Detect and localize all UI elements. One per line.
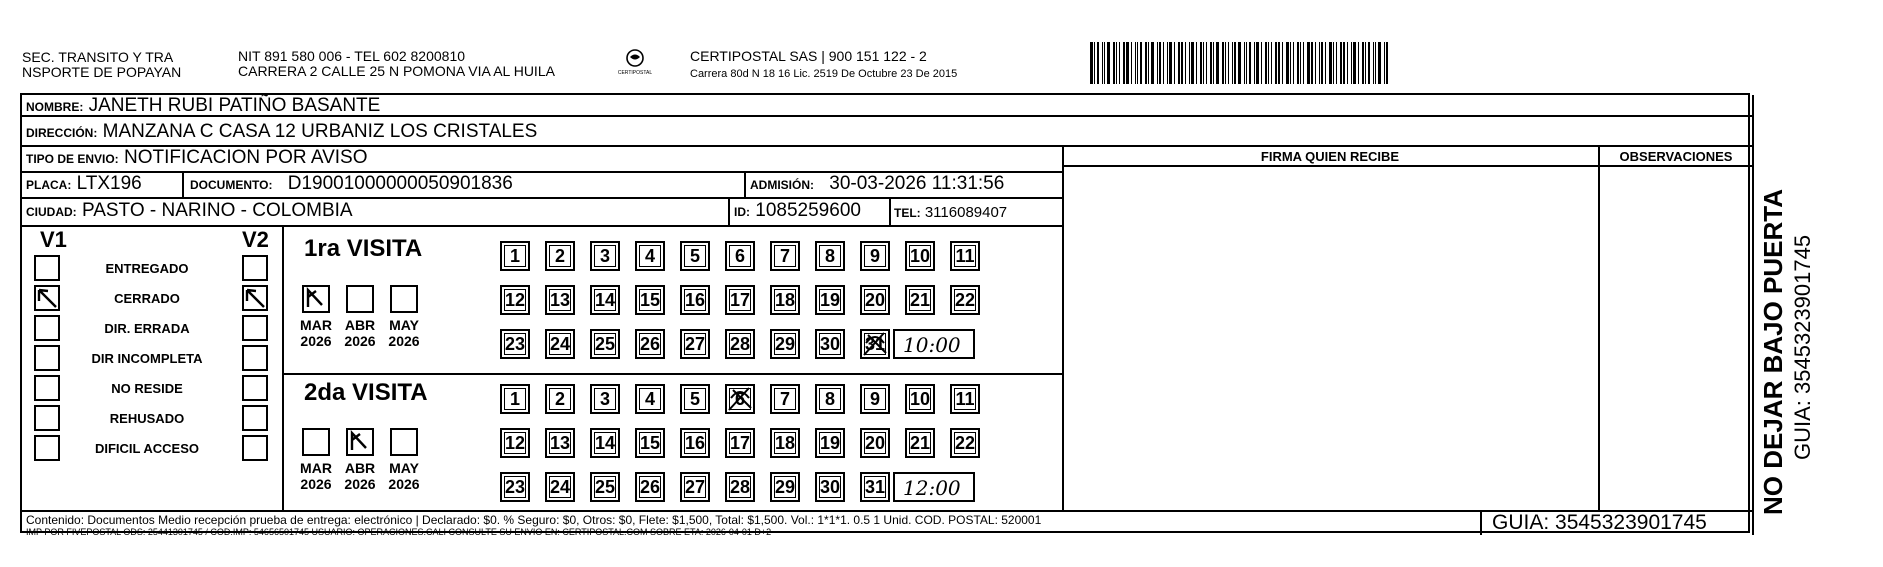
v1-checkbox[interactable]: [34, 345, 60, 371]
nit-line: NIT 891 580 006 - TEL 602 8200810: [238, 48, 466, 64]
day-box[interactable]: [635, 241, 665, 271]
day-number: 25: [594, 476, 616, 497]
day-box[interactable]: [950, 384, 980, 414]
day-number: 7: [779, 245, 790, 266]
plate-row: [26, 173, 142, 196]
day-box[interactable]: [905, 285, 935, 315]
day-box[interactable]: [770, 285, 800, 315]
day-box[interactable]: [590, 428, 620, 458]
month-checkbox[interactable]: [346, 428, 374, 456]
day-box[interactable]: [500, 285, 530, 315]
admission-label: ADMISIÓN:: [750, 178, 814, 192]
day-box[interactable]: [545, 285, 575, 315]
state-label: CERRADO: [114, 291, 180, 306]
address-line: CARRERA 2 CALLE 25 N POMONA VIA AL HUILA: [238, 63, 555, 79]
day-number: 2: [554, 388, 565, 409]
day-box[interactable]: [725, 472, 755, 502]
day-box[interactable]: [770, 241, 800, 271]
plate-value: LTX196: [76, 173, 142, 194]
city-row: [26, 200, 353, 223]
day-box[interactable]: [635, 329, 665, 359]
month-year: 2026: [300, 333, 332, 349]
day-number: 7: [779, 388, 790, 409]
day-number: 11: [955, 245, 975, 266]
visit-1-title: 1ra VISITA: [304, 235, 423, 262]
day-box[interactable]: [635, 384, 665, 414]
certipostal-logo: [612, 48, 658, 76]
day-box[interactable]: [725, 428, 755, 458]
month-name: ABR: [344, 317, 376, 333]
month-name: MAR: [300, 317, 332, 333]
day-box[interactable]: [860, 428, 890, 458]
day-number: 24: [549, 333, 571, 354]
day-box[interactable]: [545, 384, 575, 414]
day-number: 31: [864, 333, 886, 354]
month-label: [381, 317, 427, 349]
day-box[interactable]: [500, 329, 530, 359]
time-note: 10:00: [903, 333, 961, 357]
v1-checkbox[interactable]: [34, 285, 60, 311]
day-box[interactable]: [545, 241, 575, 271]
state-label: DIR. ERRADA: [104, 321, 190, 336]
day-number: 21: [909, 432, 931, 453]
month-year: 2026: [344, 476, 376, 492]
day-box[interactable]: [545, 472, 575, 502]
day-box[interactable]: [860, 285, 890, 315]
day-number: 5: [689, 245, 700, 266]
day-number: 15: [639, 289, 661, 310]
day-number: 22: [954, 289, 976, 310]
v1-checkbox[interactable]: [34, 405, 60, 431]
month-year: 2026: [300, 476, 332, 492]
day-box[interactable]: [770, 472, 800, 502]
day-number: 21: [909, 289, 931, 310]
tel-row: [894, 202, 1007, 224]
month-label: [337, 460, 383, 492]
month-name: MAY: [389, 460, 419, 476]
day-box[interactable]: [590, 285, 620, 315]
v1-checkbox[interactable]: [34, 315, 60, 341]
day-number: 28: [729, 333, 751, 354]
day-box[interactable]: [680, 241, 710, 271]
month-checkbox[interactable]: [390, 285, 418, 313]
day-box[interactable]: [590, 241, 620, 271]
v2-checkbox[interactable]: [242, 285, 268, 311]
type-row: [26, 147, 367, 170]
month-label: [293, 317, 339, 349]
day-number: 27: [684, 333, 706, 354]
day-number: 12: [504, 289, 526, 310]
state-label: NO RESIDE: [111, 381, 183, 396]
day-number: 29: [774, 476, 796, 497]
day-box[interactable]: [500, 384, 530, 414]
month-checkbox[interactable]: [302, 428, 330, 456]
day-box[interactable]: [725, 241, 755, 271]
day-box[interactable]: [590, 384, 620, 414]
day-number: 8: [824, 388, 835, 409]
day-box[interactable]: [950, 428, 980, 458]
day-box[interactable]: [860, 241, 890, 271]
day-number: 20: [864, 432, 886, 453]
visit-2-title: 2da VISITA: [304, 379, 428, 406]
side-guia: GUIA: 3545323901745: [1790, 234, 1815, 460]
license-line: Carrera 80d N 18 16 Lic. 2519 De Octubre 23 De 2015: [690, 68, 958, 80]
day-number: 13: [549, 289, 571, 310]
day-number: 1: [509, 388, 520, 409]
day-box[interactable]: [680, 285, 710, 315]
day-number: 6: [734, 245, 745, 266]
document-value: D19001000000050901836: [287, 173, 513, 194]
v1-label: V1: [40, 227, 67, 252]
day-number: 10: [909, 245, 931, 266]
logo-text: CERTIPOSTAL: [617, 70, 653, 76]
day-box[interactable]: [500, 241, 530, 271]
day-box[interactable]: [680, 384, 710, 414]
day-box[interactable]: [545, 329, 575, 359]
day-mark: [725, 384, 755, 419]
day-box[interactable]: [635, 428, 665, 458]
v2-checkbox[interactable]: [242, 375, 268, 401]
admission-row: [750, 173, 1004, 196]
day-box[interactable]: [590, 329, 620, 359]
day-number: 3: [599, 245, 610, 266]
day-box[interactable]: [815, 329, 845, 359]
month-year: 2026: [388, 333, 420, 349]
delivery-form: [20, 93, 1750, 537]
day-box[interactable]: [770, 428, 800, 458]
tel-value: 3116089407: [924, 204, 1008, 221]
state-label: DIFICIL ACCESO: [94, 441, 199, 456]
month-name: ABR: [344, 460, 376, 476]
side-warning: NO DEJAR BAJO PUERTA: [1758, 188, 1788, 515]
time-note-box[interactable]: [893, 329, 975, 359]
recipient-address: MANZANA C CASA 12 URBANIZ LOS CRISTALES: [102, 121, 538, 142]
day-number: 19: [819, 432, 841, 453]
day-box[interactable]: [905, 428, 935, 458]
month-label: [381, 460, 427, 492]
signature-header: FIRMA QUIEN RECIBE: [1260, 149, 1400, 164]
day-number: 12: [504, 432, 526, 453]
name-label: NOMBRE:: [26, 100, 84, 114]
v1-checkbox[interactable]: [34, 255, 60, 281]
v1-checkbox[interactable]: [34, 375, 60, 401]
month-name: MAR: [300, 460, 332, 476]
day-number: 18: [774, 289, 796, 310]
v2-checkbox[interactable]: [242, 315, 268, 341]
day-box[interactable]: [770, 329, 800, 359]
document-row: [190, 173, 513, 196]
day-box[interactable]: [635, 472, 665, 502]
day-number: 26: [639, 333, 661, 354]
footer-imp: IMP POR FIVEPOSTAL ODS: 25441301745 / COD.IMP: 54656501745 USUARIO: OPERACIONES.CALI CONSULTE SU ENVIO EN: CERTIPOSTAL.COM SOBRE ETA: 2026-04-01 D+2: [26, 527, 772, 537]
observations-header: OBSERVACIONES: [1619, 149, 1733, 164]
document-label: DOCUMENTO:: [190, 178, 273, 192]
day-number: 23: [504, 476, 526, 497]
day-number: 17: [729, 289, 751, 310]
day-box[interactable]: [725, 285, 755, 315]
day-number: 9: [869, 388, 880, 409]
day-box[interactable]: [680, 329, 710, 359]
day-number: 4: [644, 388, 655, 409]
id-label: ID:: [734, 205, 750, 219]
day-box[interactable]: [905, 384, 935, 414]
day-box[interactable]: [860, 329, 890, 359]
day-number: 17: [729, 432, 751, 453]
day-number: 11: [955, 388, 975, 409]
day-number: 2: [554, 245, 565, 266]
day-number: 15: [639, 432, 661, 453]
type-label: TIPO DE ENVIO:: [26, 152, 119, 166]
month-label: [293, 460, 339, 492]
day-box[interactable]: [500, 428, 530, 458]
day-number: 31: [864, 476, 886, 497]
address-label: DIRECCIÓN:: [26, 126, 98, 140]
day-number: 4: [644, 245, 655, 266]
city-label: CIUDAD:: [26, 205, 77, 219]
day-box[interactable]: [725, 329, 755, 359]
tel-label: TEL:: [894, 206, 921, 220]
month-checkbox[interactable]: [302, 285, 330, 313]
day-box[interactable]: [590, 472, 620, 502]
day-box[interactable]: [815, 384, 845, 414]
day-number: 18: [774, 432, 796, 453]
day-number: 6: [734, 388, 745, 409]
month-year: 2026: [344, 333, 376, 349]
day-box[interactable]: [815, 241, 845, 271]
time-note-box[interactable]: [893, 472, 975, 502]
day-box[interactable]: [680, 428, 710, 458]
day-number: 14: [594, 432, 616, 453]
day-box[interactable]: [815, 285, 845, 315]
day-box[interactable]: [905, 241, 935, 271]
day-mark: [860, 329, 890, 364]
v2-checkbox[interactable]: [242, 405, 268, 431]
day-number: 3: [599, 388, 610, 409]
day-box[interactable]: [500, 472, 530, 502]
day-box[interactable]: [770, 384, 800, 414]
day-box[interactable]: [635, 285, 665, 315]
month-year: 2026: [388, 476, 420, 492]
state-label: ENTREGADO: [105, 261, 189, 276]
state-label: REHUSADO: [109, 411, 185, 426]
day-box[interactable]: [950, 241, 980, 271]
v2-label: V2: [242, 227, 269, 252]
day-number: 24: [549, 476, 571, 497]
day-number: 9: [869, 245, 880, 266]
day-box[interactable]: [680, 472, 710, 502]
state-label: DIR INCOMPLETA: [91, 351, 203, 366]
day-number: 19: [819, 289, 841, 310]
day-box[interactable]: [815, 472, 845, 502]
month-checkbox[interactable]: [390, 428, 418, 456]
time-note: 12:00: [903, 476, 961, 500]
admission-value: 30-03-2026 11:31:56: [829, 173, 1005, 194]
shipment-type: NOTIFICACION POR AVISO: [123, 147, 368, 168]
day-box[interactable]: [950, 285, 980, 315]
v2-checkbox[interactable]: [242, 345, 268, 371]
day-number: 30: [819, 333, 841, 354]
month-name: MAY: [389, 317, 419, 333]
day-number: 1: [509, 245, 520, 266]
day-number: 23: [504, 333, 526, 354]
company-line: CERTIPOSTAL SAS | 900 151 122 - 2: [690, 48, 927, 64]
v1-checkbox[interactable]: [34, 435, 60, 461]
day-number: 16: [684, 289, 706, 310]
plate-label: PLACA:: [26, 178, 72, 192]
sender-line-1: SEC. TRANSITO Y TRA: [22, 49, 174, 65]
day-number: 26: [639, 476, 661, 497]
day-number: 30: [819, 476, 841, 497]
day-box[interactable]: [860, 384, 890, 414]
day-box[interactable]: [860, 472, 890, 502]
day-number: 20: [864, 289, 886, 310]
day-number: 27: [684, 476, 706, 497]
recipient-name: JANETH RUBI PATIÑO BASANTE: [88, 95, 381, 116]
day-number: 5: [689, 388, 700, 409]
day-number: 22: [954, 432, 976, 453]
day-number: 10: [909, 388, 931, 409]
day-box[interactable]: [725, 384, 755, 414]
address-row: [26, 121, 537, 144]
day-number: 16: [684, 432, 706, 453]
day-number: 28: [729, 476, 751, 497]
v2-checkbox[interactable]: [242, 435, 268, 461]
day-box[interactable]: [545, 428, 575, 458]
barcode: [1090, 42, 1470, 84]
day-number: 29: [774, 333, 796, 354]
name-row: [26, 95, 380, 118]
day-number: 13: [549, 432, 571, 453]
id-value: 1085259600: [755, 200, 861, 221]
sender-line-2: NSPORTE DE POPAYAN: [22, 64, 182, 80]
day-number: 8: [824, 245, 835, 266]
v2-checkbox[interactable]: [242, 255, 268, 281]
day-box[interactable]: [815, 428, 845, 458]
footer-guia: GUIA: 3545323901745: [1492, 511, 1707, 534]
id-row: [734, 200, 861, 223]
month-label: [337, 317, 383, 349]
day-number: 25: [594, 333, 616, 354]
footer-content: Contenido: Documentos Medio recepción prueba de entrega: electrónico | Declarado: $0. % Seguro: $0, Otros: $0, Flete: $1,500, Total: $1,500. Vol.: 1*1*1. 0.5 1 Unid. COD. POSTAL: 520001: [26, 513, 1042, 527]
month-checkbox[interactable]: [346, 285, 374, 313]
day-number: 14: [594, 289, 616, 310]
city-value: PASTO - NARINO - COLOMBIA: [81, 200, 353, 221]
